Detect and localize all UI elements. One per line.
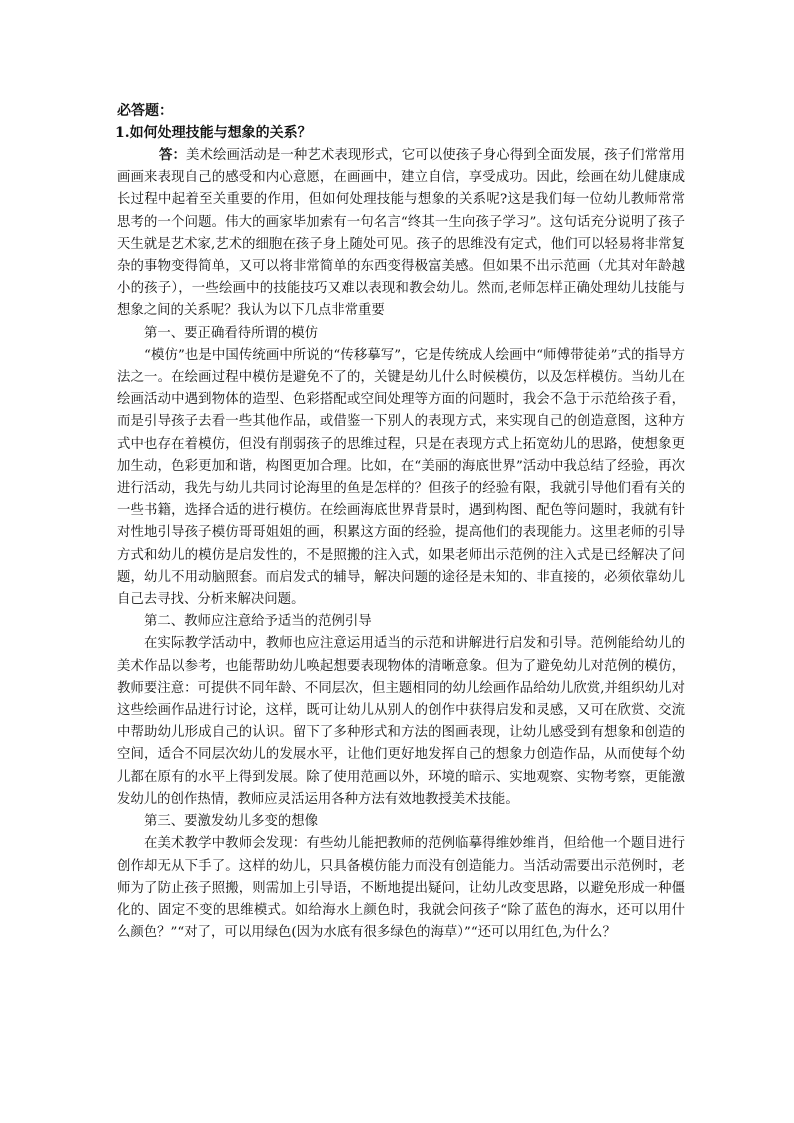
answer-label: 答： <box>159 147 186 163</box>
section-heading: 必答题： <box>117 103 173 119</box>
section-3-title: 第三、要激发幼儿多变的想像 <box>144 814 319 830</box>
answer-intro-text: 美术绘画活动是一种艺术表现形式，它可以使孩子身心得到全面发展，孩子们常常用画画来表现自己的感受和内心意愿，在画画中，建立自信，享受成功。因此，绘画在幼儿健康成长过程中起着至关重要的作用，但如何处理技能与想象的关系呢?这是我们每一位幼儿教师常常思考的一个问题。伟大的画家毕加索有一句名言“终其一生向孩子学习”。这句话充分说明了孩子天生就是艺术家,艺术的细胞在孩子身上随处可见。孩子的思维没有定式，他们可以轻易将非常复杂的事物变得简单，又可以将非常简单的东西变得极富美感。但如果不出示范画（尤其对年龄越小的孩子），一些绘画中的技能技巧又难以表现和教会幼儿。然而,老师怎样正确处理幼儿技能与想象之间的关系呢？我认为以下几点非常重要 <box>117 148 686 319</box>
section-3-paragraph: 在美术教学中教师会发现：有些幼儿能把教师的范例临摹得维妙维肖，但给他一个题目进行创作却无从下手了。这样的幼儿，只具备模仿能力而没有创造能力。当活动需要出示范例时，老师为了防止孩子照搬，则需加上引导语，不断地提出疑问，让幼儿改变思路，以避免形成一种僵化的、固定不变的思维模式。如给海水上颜色时，我就会问孩子“除了蓝色的海水，还可以用什么颜色？”“对了，可以用绿色(因为水底有很多绿色的海草）”“还可以用红色,为什么？ <box>117 836 685 941</box>
question-title: 1.如何处理技能与想象的关系？ <box>115 125 312 141</box>
section-2-title: 第二、教师应注意给予适当的范例引导 <box>144 614 372 630</box>
answer-intro-paragraph <box>117 144 685 323</box>
section-1-paragraph: “模仿”也是中国传统画中所说的“传移摹写”，它是传统成人绘画中“师傅带徒弟”式的指导方法之一。在绘画过程中模仿是避免不了的，关键是幼儿什么时候模仿，以及怎样模仿。当幼儿在绘画活动中遇到物体的造型、色彩搭配或空间处理等方面的问题时，我会不急于示范给孩子看，而是引导孩子去看一些其他作品，或借鉴一下别人的表现方式，来实现自己的创造意图，这种方式中也存在着模仿，但没有削弱孩子的思维过程，只是在表现方式上拓宽幼儿的思路，使想象更加生动，色彩更加和谐，构图更加合理。比如，在“美丽的海底世界”活动中我总结了经验，再次进行活动，我先与幼儿共同讨论海里的鱼是怎样的？但孩子的经验有限，我就引导他们看有关的一些书籍，选择合适的进行模仿。在绘画海底世界背景时，遇到构图、配色等问题时，我就有针对性地引导孩子模仿哥哥姐姐的画，积累这方面的经验，提高他们的表现能力。这里老师的引导方式和幼儿的模仿是启发性的，不是照搬的注入式，如果老师出示范例的注入式是已经解决了问题，幼儿不用动脑照套。而启发式的辅导，解决问题的途径是未知的、非直接的，必须依靠幼儿自己去寻找、分析来解决问题。 <box>117 347 685 608</box>
section-1-title: 第一、要正确看待所谓的模仿 <box>144 325 319 341</box>
document-body <box>117 100 685 944</box>
section-2-paragraph: 在实际教学活动中，教师也应注意运用适当的示范和讲解进行启发和引导。范例能给幼儿的美术作品以参考，也能帮助幼儿唤起想要表现物体的清晰意象。但为了避免幼儿对范例的模仿，教师要注意：可提供不同年龄、不同层次，但主题相同的幼儿绘画作品给幼儿欣赏,并组织幼儿对这些绘画作品进行讨论，这样，既可让幼儿从别人的创作中获得启发和灵感，又可在欣赏、交流中帮助幼儿形成自己的认识。留下了多种形式和方法的图画表现，让幼儿感受到有想象和创造的空间，适合不同层次幼儿的发展水平，让他们更好地发挥自己的想象力创造作品，从而使每个幼儿都在原有的水平上得到发展。除了使用范画以外，环境的暗示、实地观察、实物考察，更能激发幼儿的创作热情，教师应灵活运用各种方法有效地教授美术技能。 <box>117 636 685 807</box>
